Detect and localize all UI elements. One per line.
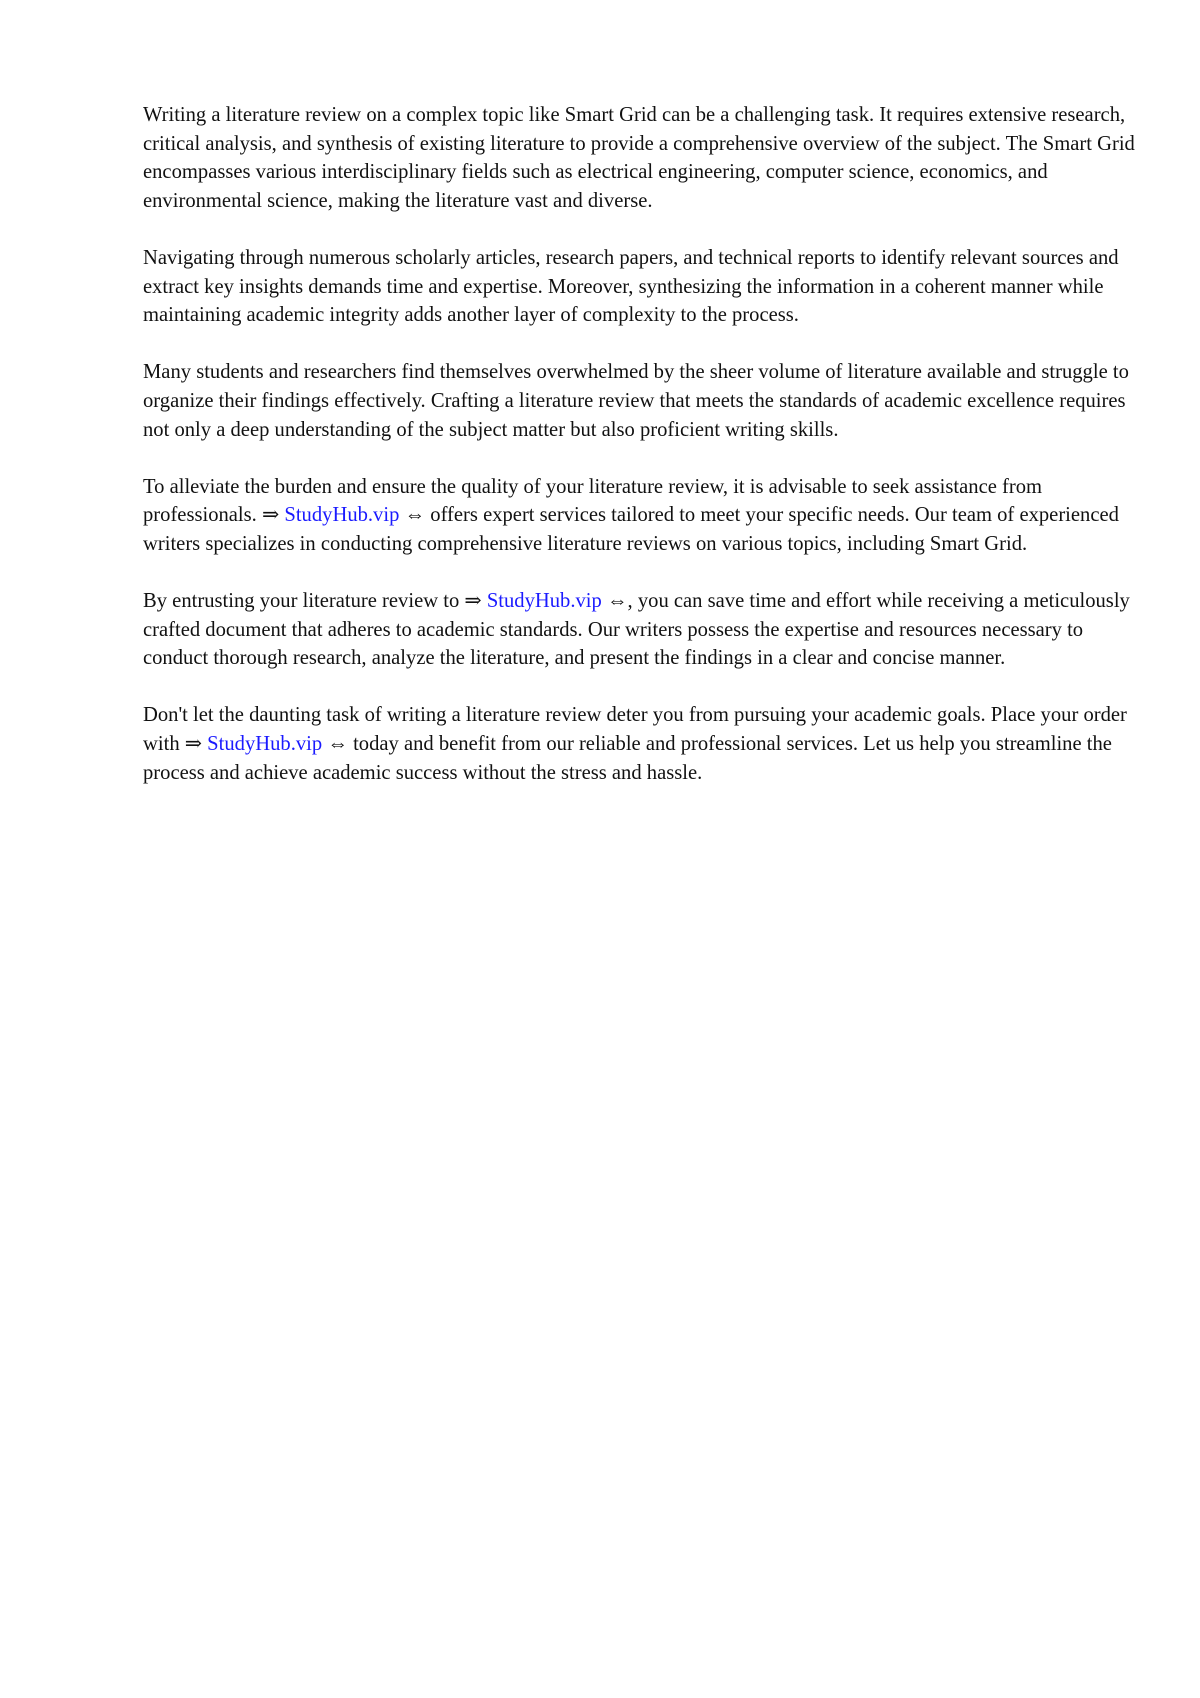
paragraph-navigating: Navigating through numerous scholarly articles, research papers, and technical reports to identify relevant sources and extract key insights demands time and expertise. Moreover, synthesizing the information in a coherent manner while maintaining academic integrity adds another layer of complexity to the process. — [143, 246, 1119, 327]
document-body — [143, 101, 1143, 816]
paragraph-entrusting-text-after: ⇔, you can save time and effort while receiving a meticulously crafted document that adheres to academic standards. Our writers possess the expertise and resources necessary to conduct thorough research, analyze the literature, and present the findings in a clear and concise manner. — [143, 590, 1130, 670]
paragraph-closing-text-after: ⇔ today and benefit from our reliable and professional services. Let us help you streamline the process and achieve academic success without the stress and hassle. — [143, 733, 1112, 784]
studyhub-link[interactable]: StudyHub.vip — [284, 504, 400, 527]
paragraph-entrusting-text-before: By entrusting your literature review to ⇒ — [143, 590, 487, 613]
paragraph-alleviate — [143, 473, 1143, 559]
studyhub-link[interactable]: StudyHub.vip — [207, 733, 323, 756]
paragraph-alleviate-text-after: ⇔ offers expert services tailored to meet your specific needs. Our team of experienced writers specializes in conducting comprehensive literature reviews on various topics, including Smart Grid. — [143, 504, 1119, 555]
paragraph-alleviate-text-before: To alleviate the burden and ensure the quality of your literature review, it is advisable to seek assistance from professionals. ⇒ — [143, 475, 1043, 527]
paragraph-closing — [143, 701, 1143, 787]
studyhub-link[interactable]: StudyHub.vip — [486, 590, 602, 613]
paragraph-entrusting — [143, 587, 1143, 673]
paragraph-intro: Writing a literature review on a complex topic like Smart Grid can be a challenging task. It requires extensive research, critical analysis, and synthesis of existing literature to provide a comprehensive overview of the subject. The Smart Grid encompasses various interdisciplinary fields such as electrical engineering, computer science, economics, and environmental science, making the literature vast and diverse. — [143, 104, 1135, 212]
paragraph-overwhelmed: Many students and researchers find themselves overwhelmed by the sheer volume of literature available and struggle to organize their findings effectively. Crafting a literature review that meets the standards of academic excellence requires not only a deep understanding of the subject matter but also proficient writing skills. — [143, 361, 1129, 441]
paragraph-closing-text-before: Don't let the daunting task of writing a literature review deter you from pursuing your academic goals. Place your order with ⇒ — [143, 704, 1127, 756]
